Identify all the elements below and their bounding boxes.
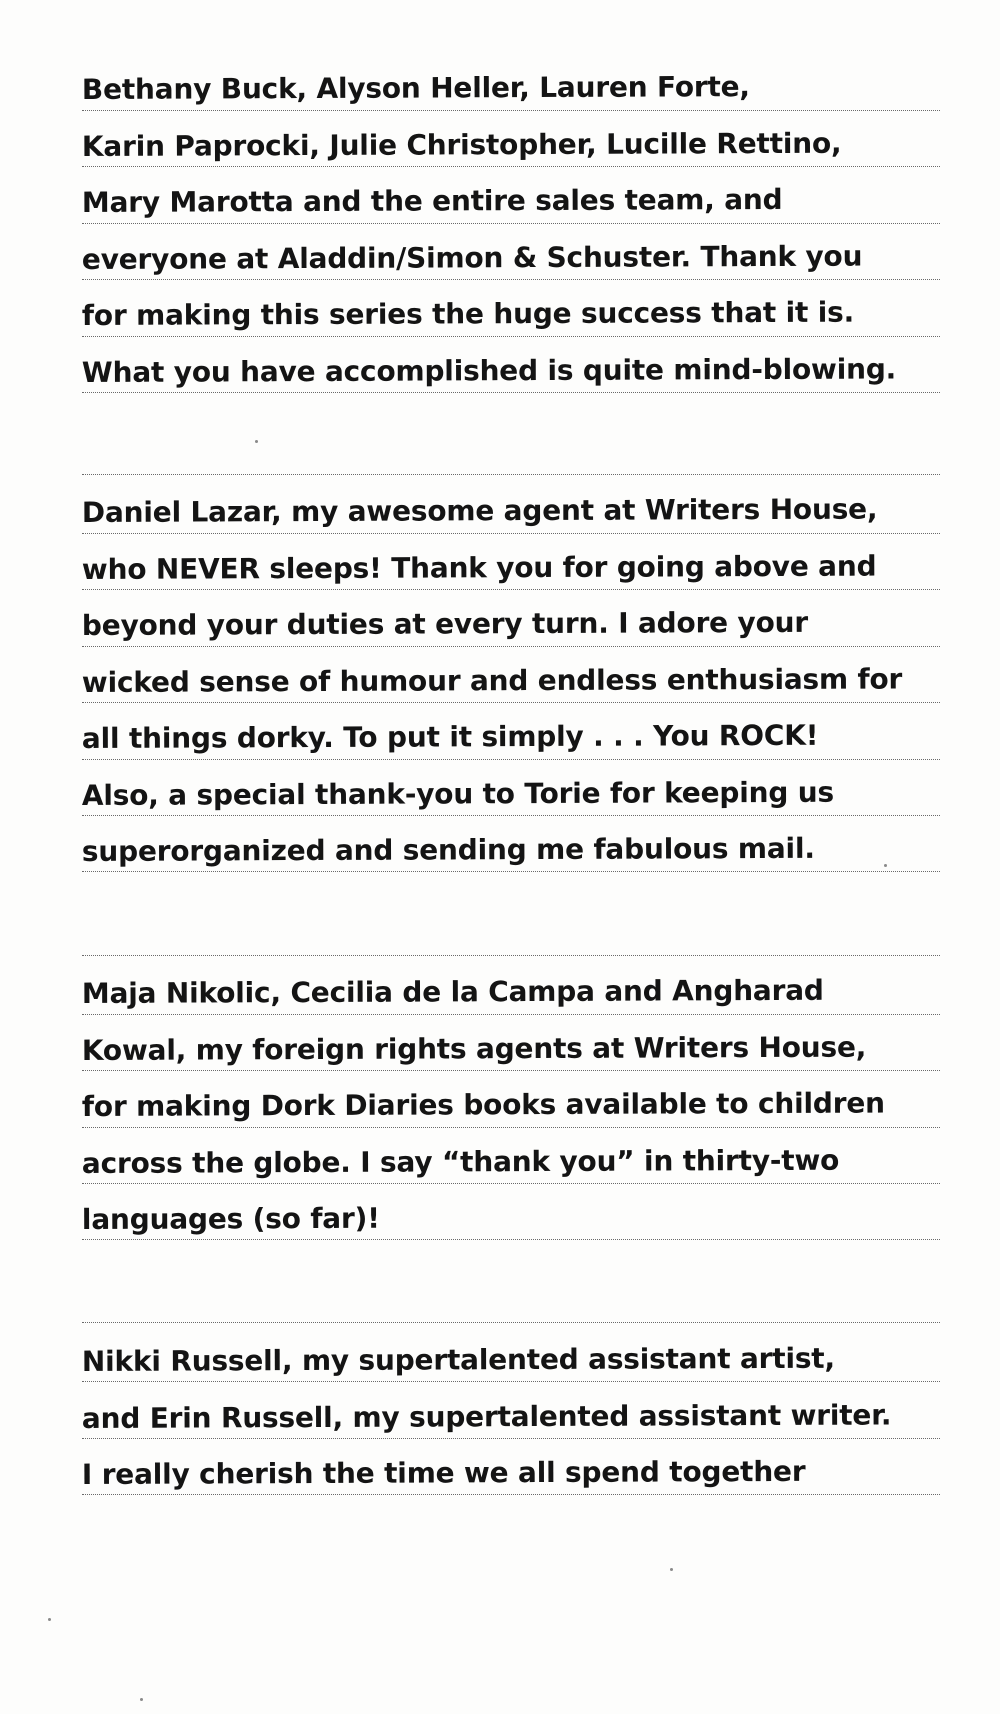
paper-speck bbox=[255, 440, 258, 443]
text-line: Also, a special thank-you to Torie for keeping us bbox=[81, 775, 834, 813]
text-line: Kowal, my foreign rights agents at Writers House, bbox=[81, 1030, 867, 1068]
text-line: and Erin Russell, my supertalented assistant writer. bbox=[81, 1398, 892, 1436]
text-line: wicked sense of humour and endless enthusiasm for bbox=[81, 662, 903, 700]
text-line: Karin Paprocki, Julie Christopher, Lucille Rettino, bbox=[81, 126, 842, 164]
text-line: superorganized and sending me fabulous mail. bbox=[81, 831, 815, 869]
text-line: who NEVER sleeps! Thank you for going above and bbox=[81, 549, 877, 587]
text-line: everyone at Aladdin/Simon & Schuster. Thank you bbox=[81, 239, 863, 277]
text-line: Mary Marotta and the entire sales team, and bbox=[81, 182, 783, 220]
paper-speck bbox=[140, 1698, 143, 1701]
text-line: Daniel Lazar, my awesome agent at Writers House, bbox=[81, 492, 878, 530]
text-line: beyond your duties at every turn. I adore your bbox=[81, 605, 808, 643]
paper-speck bbox=[884, 864, 887, 867]
text-line: I really cherish the time we all spend together bbox=[81, 1454, 806, 1492]
text-line: across the globe. I say “thank you” in thirty-two bbox=[81, 1143, 840, 1181]
text-line: What you have accomplished is quite mind-blowing. bbox=[81, 352, 897, 390]
paper-speck bbox=[48, 1618, 51, 1621]
text-line: for making Dork Diaries books available to children bbox=[81, 1086, 885, 1124]
text-line: for making this series the huge success that it is. bbox=[81, 295, 855, 333]
text-line: Maja Nikolic, Cecilia de la Campa and Angharad bbox=[81, 973, 824, 1011]
paper-speck bbox=[670, 1568, 673, 1571]
text-line: Nikki Russell, my supertalented assistant artist, bbox=[81, 1341, 835, 1379]
text-line: all things dorky. To put it simply . . . You ROCK! bbox=[81, 718, 819, 756]
text-line: languages (so far)! bbox=[81, 1201, 380, 1237]
text-line: Bethany Buck, Alyson Heller, Lauren Forte, bbox=[81, 70, 750, 107]
acknowledgements-text bbox=[82, 0, 942, 1714]
